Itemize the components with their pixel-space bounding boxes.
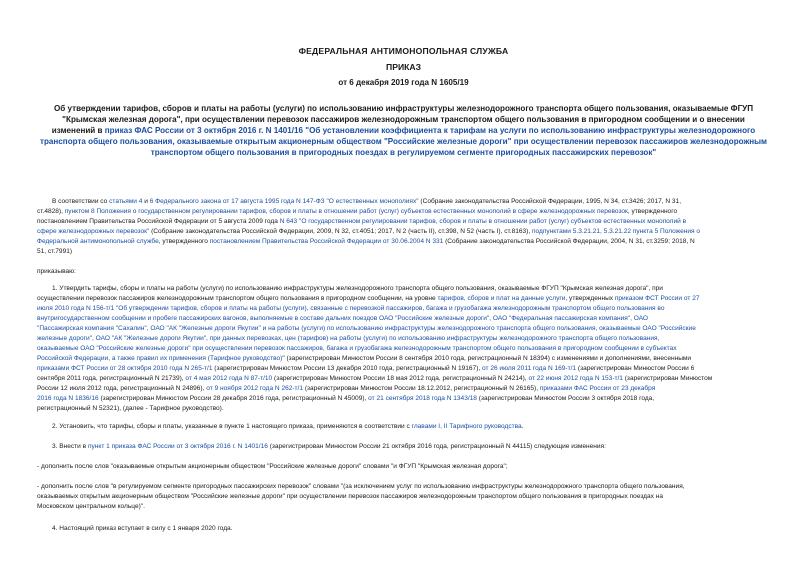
preamble-line: сфере железнодорожных перевозок" (Собрание законодательства Российской Федерации, 2009, N 32, ст.4051; 2017, N 2 (часть II), ст.398, N 52 (часть I), ст.8163), подпунктами 5.3.21.21, 5.3.21.22 пункта 5 Положения о xyxy=(37,228,700,235)
link-fst-order-265[interactable]: приказами ФСТ России от 28 октября 2010 года N 265-т/1 xyxy=(37,365,213,372)
link-fst-order-153[interactable]: от 22 июня 2012 года N 153-т/1 xyxy=(528,375,623,382)
link-fas-order-1401-point-1[interactable]: пункт 1 приказа ФАС России от 3 октября 2016 г. N 1401/16 xyxy=(87,443,268,450)
link-fas-order-1836[interactable]: приказами ФАС России от 23 декабря xyxy=(539,385,656,392)
preamble-line: Федеральной антимонопольной службе, утвержденного постановлением Правительства Российской Федерации от 30.06.2004 N 331 (Собрание законодательства Российской Федерации, 2004, N 31, ст.3259; 2018, N xyxy=(37,238,695,245)
item1-line: регистрационный N 52321), (далее - Тарифное руководство). xyxy=(37,405,224,412)
link-federal-law-147[interactable]: 6 Федерального закона от 17 августа 1995 года N 147-ФЗ "О естественных монополиях" xyxy=(149,198,419,205)
link-fas-order-1343[interactable]: от 21 сентября 2018 года N 1343/18 xyxy=(368,395,477,402)
link-tariffs[interactable]: тарифов, сборов и плат на данные услуги xyxy=(437,295,566,302)
link-resolution-643-cont[interactable]: сфере железнодорожных перевозок" xyxy=(37,228,150,235)
preamble-line: 51, ст.7991) xyxy=(37,248,73,255)
order-word: приказываю: xyxy=(37,268,76,275)
link-fst-order-156-cont[interactable]: июля 2010 года N 156-т/1 "Об утверждении тарифов, сборов и платы на работы (услуги), связанные с перевозкой пассажиров, багажа и грузобагажа железнодорожным транспортом общего пользования во xyxy=(37,305,665,312)
item1-line xyxy=(37,344,677,354)
item4-line: 4. Настоящий приказ вступает в силу с 1 января 2020 года. xyxy=(52,525,233,532)
item1-line: 1. Утвердить тарифы, сборы и платы на работы (услуги) по использованию инфраструктуры железнодорожного транспорта общего пользования, оказываемые ФГУП "Крымская железная дорога", при xyxy=(52,285,663,292)
order-title xyxy=(40,103,767,158)
link-fst-order-156-cont[interactable]: оказываемые ОАО "Российские железные дороги" при осуществлении перевозок пассажиров, багажа и грузобагажа железнодорожным транспортом общего пользования в пригородном сообщении в субъектах xyxy=(37,345,677,352)
link-fst-order-169[interactable]: от 26 июля 2011 года N 169-т/1 xyxy=(482,365,577,372)
link-subpoints-5-3-21[interactable]: подпунктами 5.3.21.21, 5.3.21.22 пункта 5 Положения о xyxy=(531,228,700,235)
link-articles-4[interactable]: статьями 4 xyxy=(109,198,143,205)
title-text: Об утверждении тарифов, сборов и платы на работы (услуги) по использованию инфраструктуры железнодорожного транспорта общего пользования, оказываемые ФГУП "Крымская железная дорога", при осуществлении перевозок пассажиров железнодорожным транспортом общего пользования в пригородном сообщении и о внесении изменений в xyxy=(51,104,754,135)
item3-line: 3. Внести в пункт 1 приказа ФАС России от 3 октября 2016 г. N 1401/16 (зарегистрирован Минюстом России 21 октября 2016 года, регистрационный N 44115) следующие изменения: xyxy=(52,443,606,450)
item1-line xyxy=(37,334,659,344)
preamble-line: постановлением Правительства Российской Федерации от 5 августа 2009 года N 643 "О государственном регулировании тарифов, сборов и платы в отношении работ (услуг) субъектов естественных монополий в xyxy=(37,218,687,225)
item1-line: осуществлении перевозок пассажиров железнодорожным транспортом общего пользования в пригородном сообщении, на уровне тарифов, сборов и плат на данные услуги, утвержденных приказом ФСТ России от 27 xyxy=(37,295,700,302)
item1-line: сентября 2011 года, регистрационный N 21739), от 4 мая 2012 года N 87-т/10 (зарегистрирован Минюстом России 18 мая 2012 года, регистрационный N 24214), от 22 июня 2012 года N 153-т/1 (зарегистрирован Минюстом xyxy=(37,375,713,382)
change-2-line: Московском центральном кольце)". xyxy=(37,503,145,510)
link-fst-order-87[interactable]: от 4 мая 2012 года N 87-т/10 xyxy=(185,375,273,382)
change-1-line: - дополнить после слов "оказываемые открытым акционерным обществом "Российские железные дороги" словами "и ФГУП "Крымская железная дорога"; xyxy=(37,463,508,470)
item1-line: приказами ФСТ России от 28 октября 2010 года N 265-т/1 (зарегистрирован Минюстом России 13 декабря 2010 года, регистрационный N 19167), от 26 июля 2011 года N 169-т/1 (зарегистрирован Минюстом России 6 xyxy=(37,365,695,372)
order-date-number: от 6 декабря 2019 года N 1605/19 xyxy=(338,78,469,87)
link-fst-order-156[interactable]: приказом ФСТ России от 27 xyxy=(614,295,700,302)
link-resolution-643[interactable]: N 643 "О государственном регулировании тарифов, сборов и платы в отношении работ (услуг) субъектов естественных монополий в xyxy=(279,218,687,225)
item1-line xyxy=(37,324,696,334)
link-fas-regulation[interactable]: Федеральной антимонопольной службе xyxy=(37,238,159,245)
title-link-order-1401[interactable]: приказ ФАС России от 3 октября 2016 г. N 1401/16 "Об установлении коэффициента к тарифам на услуги по использованию инфраструктуры железнодорожного транспорта общего пользования, оказываемые открытым акционерным обществом "Российские железные дороги" при осуществлении перевозок пассажиров железнодорожным транспортом общего пользования в пригородных поездах в регулируемом сегменте пригородных пассажирских перевозок" xyxy=(40,126,768,157)
link-fst-order-156-cont[interactable]: железные дороги", ОАО "АК "Железные дороги Якутии", при данных перевозках, цен (тарифов) на работы (услуги) по использованию инфраструктуры железнодорожного транспорта общего пользования, xyxy=(37,335,660,342)
change-2-line: - дополнить после слов "в регулируемом сегменте пригородных пассажирских перевозок" словами "(за исключением услуг по использованию инфраструктуры железнодорожного транспорта общего пользования, xyxy=(37,483,685,490)
link-regulation-point-8[interactable]: пунктом 8 Положения о государственном регулировании тарифов, сборов и платы в отношении работ (услуг) субъектов естественных монополий в сфере железнодорожных перевозок xyxy=(64,208,628,215)
link-resolution-331[interactable]: постановлением Правительства Российской Федерации от 30.06.2004 N 331 xyxy=(209,238,444,245)
item1-line: России 12 июля 2012 года, регистрационный N 24896), от 9 ноября 2012 года N 262-т/1 (зарегистрирован Минюстом России 18.12.2012, регистрационный N 26165), приказами ФАС России от 23 декабря xyxy=(37,385,656,392)
item1-line xyxy=(37,314,648,324)
item1-line xyxy=(37,304,664,314)
change-2-line: оказываемых открытым акционерным обществом "Российские железные дороги" при осуществлении перевозок пассажиров железнодорожным транспортом общего пользования в пригородных поездах на xyxy=(37,493,663,500)
link-tariff-guide-chapters[interactable]: главами I, II Тарифного руководства xyxy=(411,423,522,430)
item2-line: 2. Установить, что тарифы, сборы и платы, указанные в пункте 1 настоящего приказа, применяются в соответствии с главами I, II Тарифного руководства. xyxy=(52,423,524,430)
agency-heading: ФЕДЕРАЛЬНАЯ АНТИМОНОПОЛЬНАЯ СЛУЖБА xyxy=(298,46,509,56)
link-fst-order-156-cont[interactable]: "Пассажирская компания "Сахалин", ОАО "АК "Железные дороги Якутии" и на работы (услуги) по использованию инфраструктуры железнодорожного транспорта общего пользования, оказываемые ОАО "Российские xyxy=(37,325,696,332)
link-fst-order-156-cont[interactable]: Российской Федерации, а также правил их применения (Тарифное руководство) xyxy=(37,355,283,362)
link-fas-order-1836-cont[interactable]: 2016 года N 1836/16 xyxy=(37,395,99,402)
link-fst-order-262[interactable]: от 9 ноября 2012 года N 262-т/1 xyxy=(206,385,304,392)
order-type-heading: ПРИКАЗ xyxy=(386,62,421,72)
preamble-line: ст.4828), пунктом 8 Положения о государственном регулировании тарифов, сборов и платы в отношении работ (услуг) субъектов естественных монополий в сфере железнодорожных перевозок, утвержденного xyxy=(37,208,678,215)
item1-line: Российской Федерации, а также правил их применения (Тарифное руководство)" (зарегистрирован Минюстом России 8 сентября 2010 года, регистрационный N 18394) с изменениями и дополнениями, внесенными xyxy=(37,355,692,362)
item1-line: 2016 года N 1836/16 (зарегистрирован Минюстом России 28 декабря 2016 года, регистрационный N 45009), от 21 сентября 2018 года N 1343/18 (зарегистрирован Минюстом России 3 октября 2018 года, xyxy=(37,395,655,402)
preamble-line: В соответствии со статьями 4 и 6 Федерального закона от 17 августа 1995 года N 147-ФЗ "О естественных монополиях" (Собрание законодательства Российской Федерации, 1995, N 34, ст.3426; 2017, N 31, xyxy=(52,198,682,205)
link-fst-order-156-cont[interactable]: внутригосударственном сообщении и пробеге пассажирских вагонов, выполняемые в составе дальних поездов ОАО "Российские железные дороги", ОАО "Федеральная пассажирская компания", ОАО xyxy=(37,315,649,322)
